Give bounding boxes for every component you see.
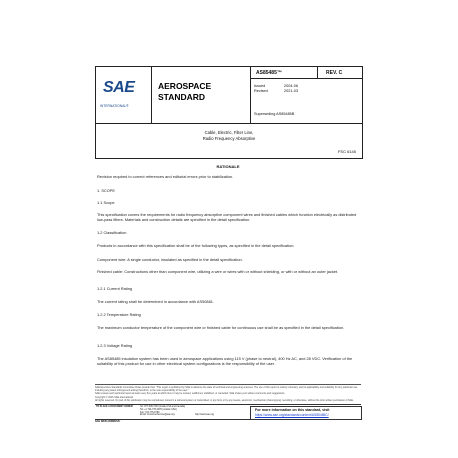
classification-paragraph: Products in accordance with this specification shall be of the following types, as specified in the detail specification.: [97, 243, 295, 248]
scope-paragraph: This specification covers the requirements for radio frequency absorptive component wires and finished cables which function electrically as distributed low-pass filters. Materials and construction details are specified in the detail specification.: [97, 212, 357, 223]
title-line-1: AEROSPACE: [158, 81, 212, 91]
fsc-code: FSC 6145: [337, 149, 356, 154]
section-1-2-2-heading: 1.2.2 Temperature Rating: [97, 312, 141, 317]
logo-text: SAE: [103, 79, 135, 96]
section-1-2-1-heading: 1.2.1 Current Rating: [97, 286, 133, 291]
document-number: AS85485™: [251, 67, 318, 79]
finished-cable-paragraph: Finished cable: Constructions other than component wire, utilizing a wire or wires with or without shielding, or with or without an outer jacket.: [97, 269, 339, 274]
temperature-rating-paragraph: The maximum conductor temperature of the component wire or finished cable for continuous use shall be as specified in the detail specification.: [97, 325, 345, 330]
order-fax: Fax: 724-776-0790: [140, 411, 160, 414]
order-web: http://www.sae.org: [195, 414, 214, 417]
document-header: [95, 66, 363, 124]
document-page: [95, 66, 365, 423]
title-line-2: STANDARD: [158, 92, 206, 102]
order-tel: Tel: 877-606-7323 (inside USA and Canada): [140, 406, 186, 408]
feedback-box: [250, 406, 362, 420]
superseding-note: Superseding AS85485B: [254, 112, 295, 116]
revised-value: 2021-03: [284, 89, 298, 93]
subject-line-1: Cable, Electric, Filter Line,: [204, 130, 254, 135]
component-wire-paragraph: Component wire: A single conductor, insulated as specified in the detail specification.: [97, 257, 243, 262]
feedback-heading: For more information on this standard, visit: [255, 408, 330, 412]
logo-subtext: INTERNATIONAL®: [100, 104, 129, 108]
section-1-heading: 1. SCOPE: [97, 188, 115, 193]
order-tel-2: Tel: +1 724-776-4970 (outside USA): [140, 408, 177, 411]
footer-divider: [95, 384, 361, 385]
footer-copyright: Copyright © 2021 SAE International: [95, 396, 133, 399]
revision: REV. C: [318, 67, 362, 79]
section-1-2-3-heading: 1.2.3 Voltage Rating: [97, 343, 133, 348]
sae-logo: [96, 67, 152, 123]
revised-label: Revised: [254, 89, 268, 93]
issued-row: [254, 84, 298, 88]
subject-block: [95, 122, 363, 159]
rationale-text: Revision required to correct references and editorial errors prior to stabilization.: [97, 174, 234, 179]
rationale-heading: RATIONALE: [216, 164, 240, 169]
subject-line-2: Radio Frequency Absorptive: [202, 136, 256, 141]
revised-row: [254, 89, 298, 93]
feedback-link[interactable]: https://www.sae.org/standards/content/AS85485C/: [255, 413, 329, 417]
footer-fine-print-2: SAE reviews each technical report at least every five years at which time it may be revised, reaffirmed, stabilized, or cancelled. SAE invites your written comments and suggestions.: [95, 392, 286, 395]
footer-fine-print-1: SAE Executive Standards Committee Rules provide that: "This report is published by SAE to advance the state of technical and engineering sciences. The use of this report is entirely voluntary, and its applicability and suitability for any particular use, including any patent infringement arising therefrom, is the sole responsibility of the user.": [95, 386, 358, 392]
order-email: Email: CustomerService@sae.org: [140, 414, 175, 417]
current-rating-paragraph: The current rating shall be determined in accordance with AS50881.: [97, 299, 215, 304]
contact-block: [95, 404, 361, 420]
section-1-1-heading: 1.1 Scope: [97, 200, 115, 205]
section-1-2-heading: 1.2 Classification: [97, 230, 127, 235]
footer-fine-print-3: All rights reserved. No part of this publication may be reproduced, stored in a retrieval system or transmitted, in any form or by any means, electronic, mechanical, photocopying, recording, or otherwise, without the prior written permission of SAE.: [95, 399, 354, 402]
issued-label: Issued: [254, 84, 266, 88]
title-block: [152, 67, 251, 123]
issued-value: 2004-06: [284, 84, 298, 88]
web-address-label: SAE WEB ADDRESS:: [95, 420, 121, 423]
order-heading: TO PLACE A DOCUMENT ORDER:: [96, 406, 134, 408]
voltage-rating-paragraph: The AS85485 insulation system has been used in aerospace applications using 115 V (phase to neutral), 400 Hz AC, and 28 VDC. Verification of the suitability of this product for use in other electrical system configurations is the responsibility of the user.: [97, 356, 353, 367]
